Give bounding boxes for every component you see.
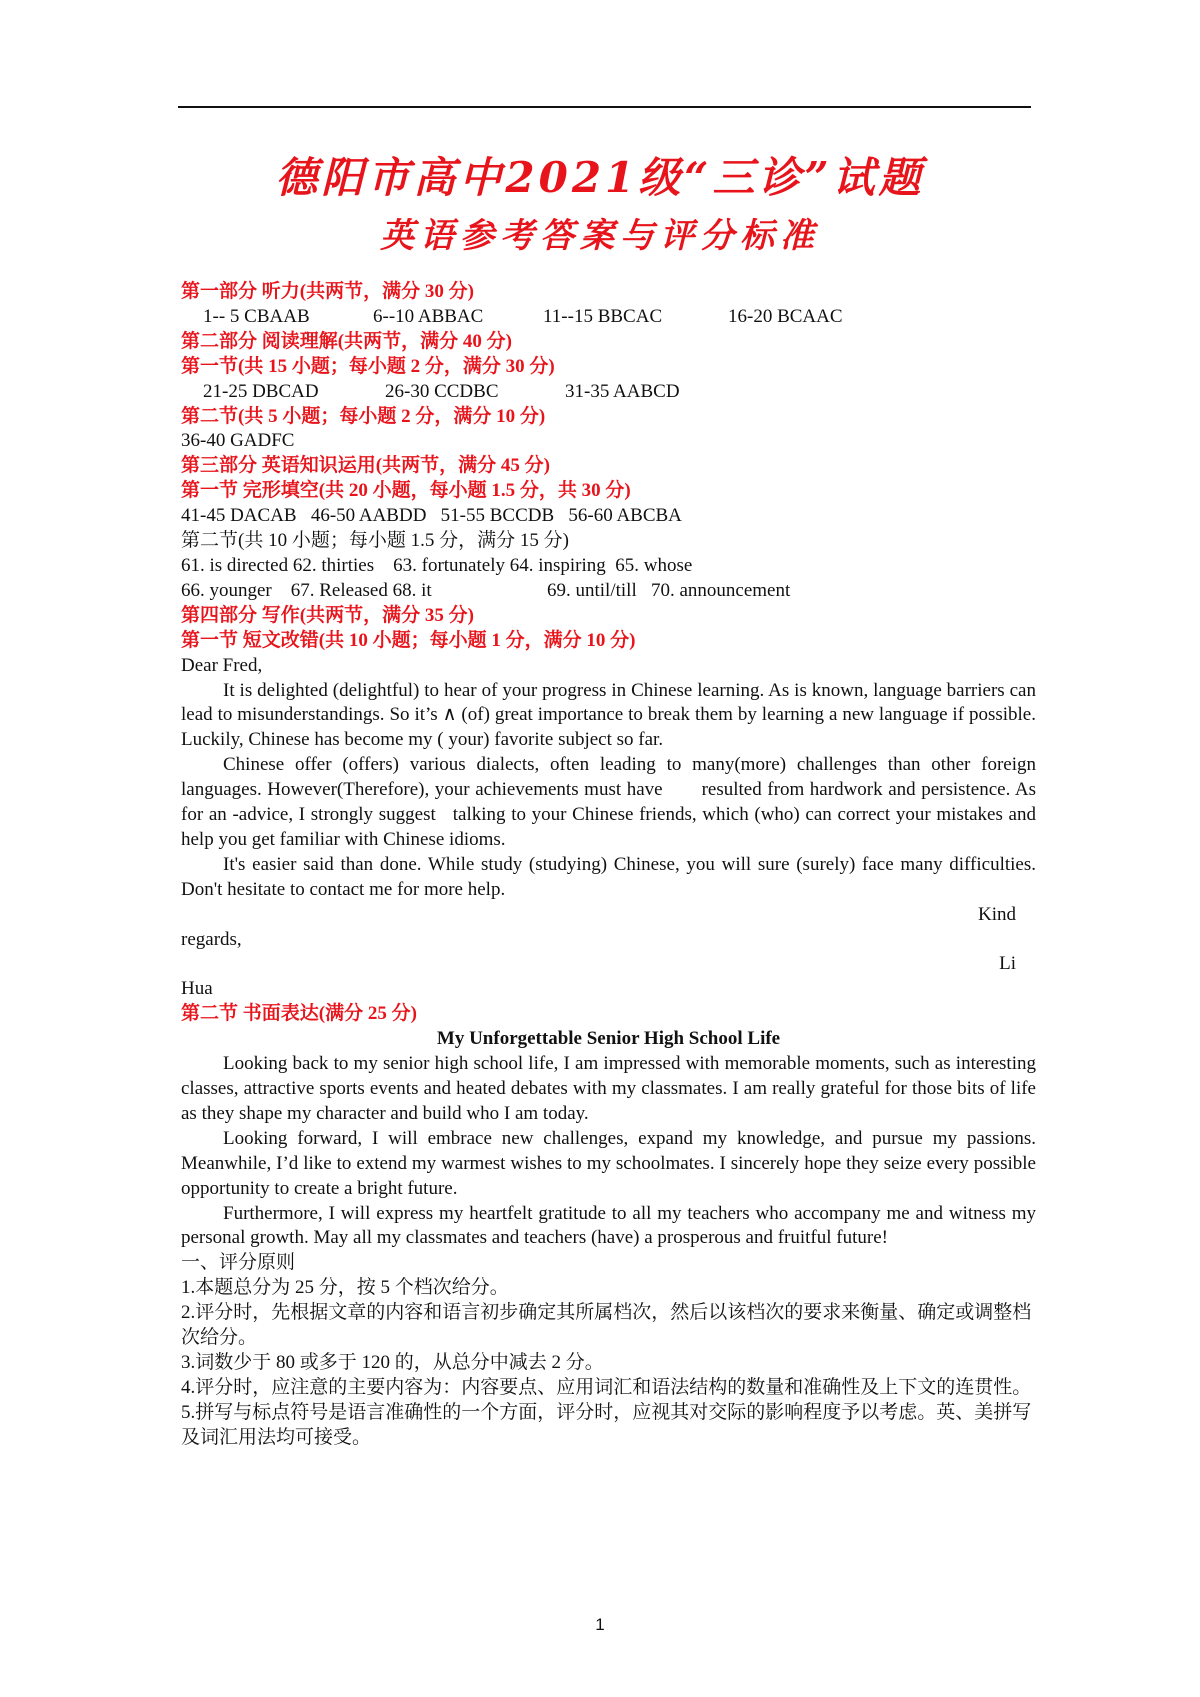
part4-heading: 第四部分 写作(共两节，满分 35 分) [181, 604, 474, 626]
document-title: 德阳市高中2021级“三诊”试题 [275, 153, 925, 202]
part3-section2-row2 [181, 579, 1036, 604]
letter-paragraph: It is delighted (delightful) to hear of your progress in Chinese learning. As is known, language barriers can lead to misunderstandings. So it’s ∧ (of) great importance to break them by learning a new language if possible. Luckily, Chinese has become my ( your) favorite subject so far. [181, 679, 1036, 751]
essay-paragraph: Looking forward, I will embrace new challenges, expand my knowledge, and pursue my passions. Meanwhile, I’d like to extend my warmest wishes to my schoolmates. I sincerely hope they seize every possible opportunity to create a bright future. [181, 1127, 1036, 1199]
answer-group: 1-- 5 CBAAB [203, 305, 310, 327]
answer-group: 66. younger 67. Released 68. it [181, 579, 432, 601]
part4-section2-heading: 第二节 书面表达(满分 25 分) [181, 1003, 417, 1025]
part3-section1-heading: 第一节 完形填空(共 20 小题，每小题 1.5 分，共 30 分) [181, 480, 631, 502]
document-body [181, 280, 1041, 1451]
scoring-item: 4.评分时，应注意的主要内容为：内容要点、应用词汇和语法结构的数量和准确性及上下文的连贯性。 [181, 1376, 1032, 1398]
page-number: 1 [595, 1615, 605, 1634]
letter-paragraph: Chinese offer (offers) various dialects, often leading to many(more) challenges than other foreign languages. However(Therefore), your achievements must have resulted from hardwork and persistence. As for an -advice, I strongly suggest talking to your Chinese friends, which (who) can correct your mistakes and help you get familiar with Chinese idioms. [181, 754, 1041, 850]
letter-closing: Kind [978, 903, 1016, 925]
essay-title: My Unforgettable Senior High School Life [436, 1028, 781, 1050]
part2-heading: 第二部分 阅读理解(共两节，满分 40 分) [181, 330, 512, 352]
scoring-item: 1.本题总分为 25 分，按 5 个档次给分。 [181, 1277, 509, 1299]
part1-answers [181, 305, 1036, 330]
part4-section1-heading: 第一节 短文改错(共 10 小题；每小题 1 分，满分 10 分) [181, 629, 636, 651]
scoring-item: 2.评分时，先根据文章的内容和语言初步确定其所属档次，然后以该档次的要求来衡量、确定或调整档次给分。 [181, 1302, 1032, 1349]
part2-section1-heading: 第一节(共 15 小题；每小题 2 分，满分 30 分) [181, 355, 555, 377]
part3-section2-row1: 61. is directed 62. thirties 63. fortunately 64. inspiring 65. whose [181, 554, 693, 576]
part2-section2-heading: 第二节(共 5 小题；每小题 2 分，满分 10 分) [181, 405, 546, 427]
top-rule [178, 106, 1031, 108]
essay-paragraph: Furthermore, I will express my heartfelt gratitude to all my teachers who accompany me and witness my personal growth. May all my classmates and teachers (have) a prosperous and fruitful future! [181, 1202, 1036, 1249]
letter-closing: regards, [181, 928, 242, 950]
letter-greeting: Dear Fred, [181, 654, 263, 676]
answer-group: 69. until/till 70. announcement [547, 579, 791, 601]
part3-section2-heading: 第二节(共 10 小题；每小题 1.5 分，满分 15 分) [181, 530, 569, 552]
scoring-item: 5.拼写与标点符号是语言准确性的一个方面，评分时，应视其对交际的影响程度予以考虑。英、美拼写及词汇用法均可接受。 [181, 1401, 1032, 1448]
part2-section1-answers [181, 380, 1036, 405]
answer-group: 21-25 DBCAD [203, 380, 319, 402]
scoring-heading: 一、评分原则 [181, 1252, 296, 1274]
document-subtitle: 英语参考答案与评分标准 [380, 216, 820, 256]
scoring-item: 3.词数少于 80 或多于 120 的，从总分中减去 2 分。 [181, 1351, 604, 1373]
letter-signature: Li [999, 953, 1016, 975]
answer-group: 16-20 BCAAC [728, 305, 843, 327]
answer-group: 26-30 CCDBC [385, 380, 499, 402]
part3-section1-answers: 41-45 DACAB 46-50 AABDD 51-55 BCCDB 56-60 ABCBA [181, 505, 682, 527]
answer-group: 31-35 AABCD [565, 380, 680, 402]
answer-group: 6--10 ABBAC [373, 305, 484, 327]
letter-paragraph: It's easier said than done. While study (studying) Chinese, you will sure (surely) face many difficulties. Don't hesitate to contact me for more help. [181, 853, 1036, 900]
part3-heading: 第三部分 英语知识运用(共两节，满分 45 分) [181, 455, 550, 477]
letter-signature: Hua [181, 978, 213, 1000]
part1-heading: 第一部分 听力(共两节，满分 30 分) [181, 281, 474, 302]
answer-group: 11--15 BBCAC [543, 305, 663, 327]
essay-paragraph: Looking back to my senior high school life, I am impressed with memorable moments, such as interesting classes, attractive sports events and heated debates with my classmates. I am really grateful for those bits of life as they shape my character and build who I am today. [181, 1053, 1036, 1124]
part2-section2-answers: 36-40 GADFC [181, 430, 295, 452]
